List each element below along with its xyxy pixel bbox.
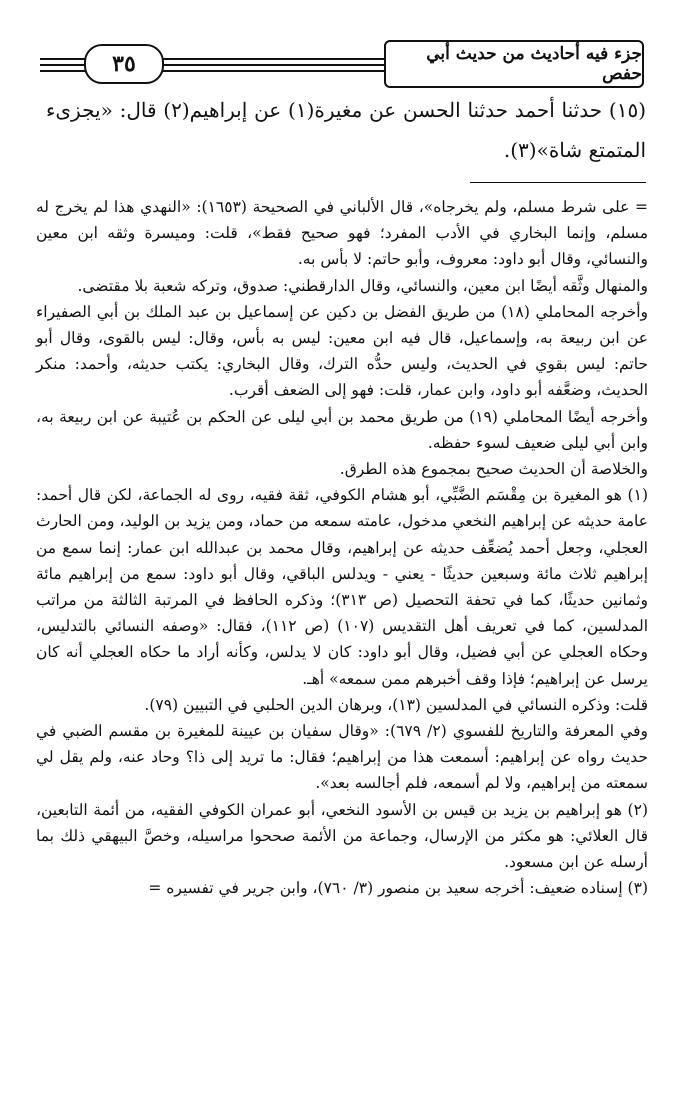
- footnote-paragraph: وفي المعرفة والتاريخ للفسوي (٢/ ٦٧٩): «وقال سفيان بن عيينة للمغيرة بن مقسم الضبي في حديث رواه عن إبراهيم: أسمعت هذا من إبراهيم؛ فقال: ما تريد إلى ذا؟ وحاد عنه، ولم يقل لي سمعته من إبراهيم، ولا لم أسمعه، فلم أجالسه بعد».: [36, 722, 648, 793]
- page-header: [40, 36, 640, 92]
- running-title: جزء فيه أحاديث من حديث أبي حفص: [384, 40, 644, 88]
- footnotes: [36, 194, 648, 901]
- footnote-paragraph: وأخرجه أيضًا المحاملي (١٩) من طريق محمد بن أبي ليلى عن الحكم بن عُتيبة عن ابن ربيعة به، وابن أبي ليلى ضعيف لسوء حفظه.: [36, 407, 648, 452]
- footnote-paragraph: قلت: وذكره النسائي في المدلسين (١٣)، وبرهان الدين الحلبي في التبيين (٧٩).: [144, 695, 648, 714]
- page-number: ٣٥: [84, 44, 164, 84]
- footnote-paragraph: وأخرجه المحاملي (١٨) من طريق الفضل بن دكين عن إسماعيل بن عبد الملك بن أبي الصفيراء عن ابن ربيعة به، وإسماعيل، قال فيه ابن معين: ليس به بأس، وقال: ليس بالقوى، وقال أبو حاتم: ليس بقوي في الحديث، وليس حدُّه الترك، وقال البخاري: يكتب حديثه، وأحمد: منكر الحديث، وضعَّفه أبو داود، وابن عمار، قلت: فهو إلى الضعف أقرب.: [36, 302, 648, 400]
- footnote-continuation: = على شرط مسلم، ولم يخرجاه»، قال الألباني في الصحيحة (١٦٥٣): «النهدي هذا لم يخرج له مسلم، وإنما البخاري في الأدب المفرد؛ فهو صحيح فقط»، قلت: وميسرة وثقه ابن معين والنسائي، وقال أبو داود: معروف، وأبو حاتم: لا بأس به.: [36, 198, 648, 269]
- footnote-2: (٢) هو إبراهيم بن يزيد بن قيس بن الأسود النخعي، أبو عمران الكوفي الفقيه، من أئمة التابعين، قال العلائي: هو مكثر من الإرسال، وجماعة من الأئمة صححوا مراسيله، وخصَّ البيهقي ذلك بما أرسله عن ابن مسعود.: [36, 800, 648, 872]
- footnote-paragraph: والمنهال وثَّقه أيضًا ابن معين، والنسائي، وقال الدارقطني: صدوق، وتركه شعبة بلا مقتضى.: [77, 276, 648, 295]
- footnote-divider: [470, 182, 646, 183]
- footnote-1: (١) هو المغيرة بن مِقْسَم الضَّبِّي، أبو هشام الكوفي، ثقة فقيه، روى له الجماعة، لكن قال أحمد: عامة حديثه عن إبراهيم النخعي مدخول، عامته سمعه من حماد، ومن يزيد بن الوليد، ومن الحارث العجلي، وجعل أحمد يُضعِّف حديثه عن إبراهيم، وقال محمد بن عبدالله ابن عمار: إنما سمع من إبراهيم ثلاث مائة وسبعين حديثًا - يعني - ويدلس الباقي، وقال أبو داود: سمع من إبراهيم مائة وثمانين حديثًا، كما في تحفة التحصيل (ص ٣١٣)؛ وذكره الحافظ في المرتبة الثالثة من مراتب المدلسين، كما في تعريف أهل التقديس (١٠٧) (ص ١١٢)، فقال: «وصفه النسائي بالتدليس، وحكاه العجلي عن أبي فضيل، وقال أبو داود: كان لا يدلس، وكأنه أراد ما حكاه العجلي أنه كان يرسل عن إبراهيم؛ فإذا وقف أخبرهم ممن سمعه» أهـ.: [36, 486, 648, 688]
- footnote-3: (٣) إسناده ضعيف: أخرجه سعيد بن منصور (٣/ ٧٦٠)، وابن جرير في تفسيره =: [148, 879, 648, 898]
- hadith-paragraph: (١٥) حدثنا أحمد حدثنا الحسن عن مغيرة(١) عن إبراهيم(٢) قال: «يجزىء المتمتع شاة»(٣).: [46, 98, 647, 162]
- footnote-paragraph: والخلاصة أن الحديث صحيح بمجموع هذه الطرق.: [339, 460, 648, 479]
- main-text: [46, 90, 646, 170]
